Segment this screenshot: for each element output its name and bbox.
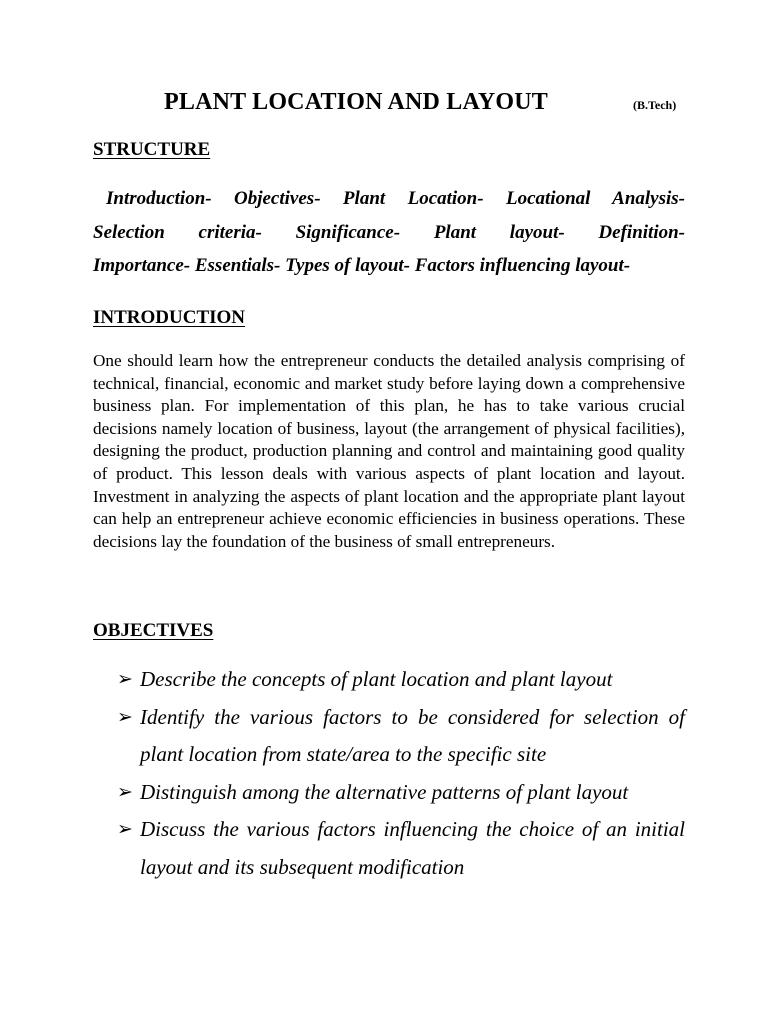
arrowhead-bullet-icon: ➢	[117, 780, 133, 803]
objectives-heading: OBJECTIVES	[93, 620, 214, 641]
structure-text	[93, 182, 685, 283]
arrowhead-bullet-icon: ➢	[117, 818, 133, 841]
introduction-heading: INTRODUCTION	[93, 307, 246, 328]
objective-text: Distinguish among the alternative patterns of plant layout	[140, 779, 629, 804]
objective-text: Discuss the various factors influencing the choice of an initial layout and its subsequent modification	[140, 817, 685, 879]
objective-text: Describe the concepts of plant location and plant layout	[140, 667, 613, 691]
structure-line: Importance- Essentials- Types of layout- Factors influencing layout-	[93, 255, 631, 276]
page-title: PLANT LOCATION AND LAYOUT	[164, 89, 548, 115]
structure-line: Selection criteria- Significance- Plant layout- Definition-	[93, 221, 685, 243]
objective-text: Identify the various factors to be considered for selection of plant location from state/area to the specific site	[140, 704, 685, 767]
structure-line: Introduction- Objectives- Plant Location- Locational Analysis-	[106, 188, 685, 209]
introduction-paragraph: One should learn how the entrepreneur conducts the detailed analysis comprising of technical, financial, economic and market study before laying down a comprehensive business plan. For implementation of this plan, he has to take various crucial decisions namely location of business, layout (the arrangement of physical facilities), designing the product, production planning and control and maintaining good quality of product. This lesson deals with various aspects of plant location and layout. Investment in analyzing the aspects of plant location and the appropriate plant layout can help an entrepreneur achieve economic efficiencies in business operations. These decisions lay the foundation of the business of small entrepreneurs.	[93, 351, 685, 551]
objective-item	[117, 774, 685, 812]
objective-item	[117, 661, 685, 699]
objective-item	[117, 699, 685, 774]
objectives-list	[117, 661, 685, 887]
program-label: (B.Tech)	[633, 98, 677, 112]
arrowhead-bullet-icon: ➢	[117, 668, 133, 690]
arrowhead-bullet-icon: ➢	[117, 705, 133, 728]
objective-item	[117, 811, 685, 886]
structure-heading: STRUCTURE	[93, 139, 211, 160]
title-row	[164, 89, 677, 116]
